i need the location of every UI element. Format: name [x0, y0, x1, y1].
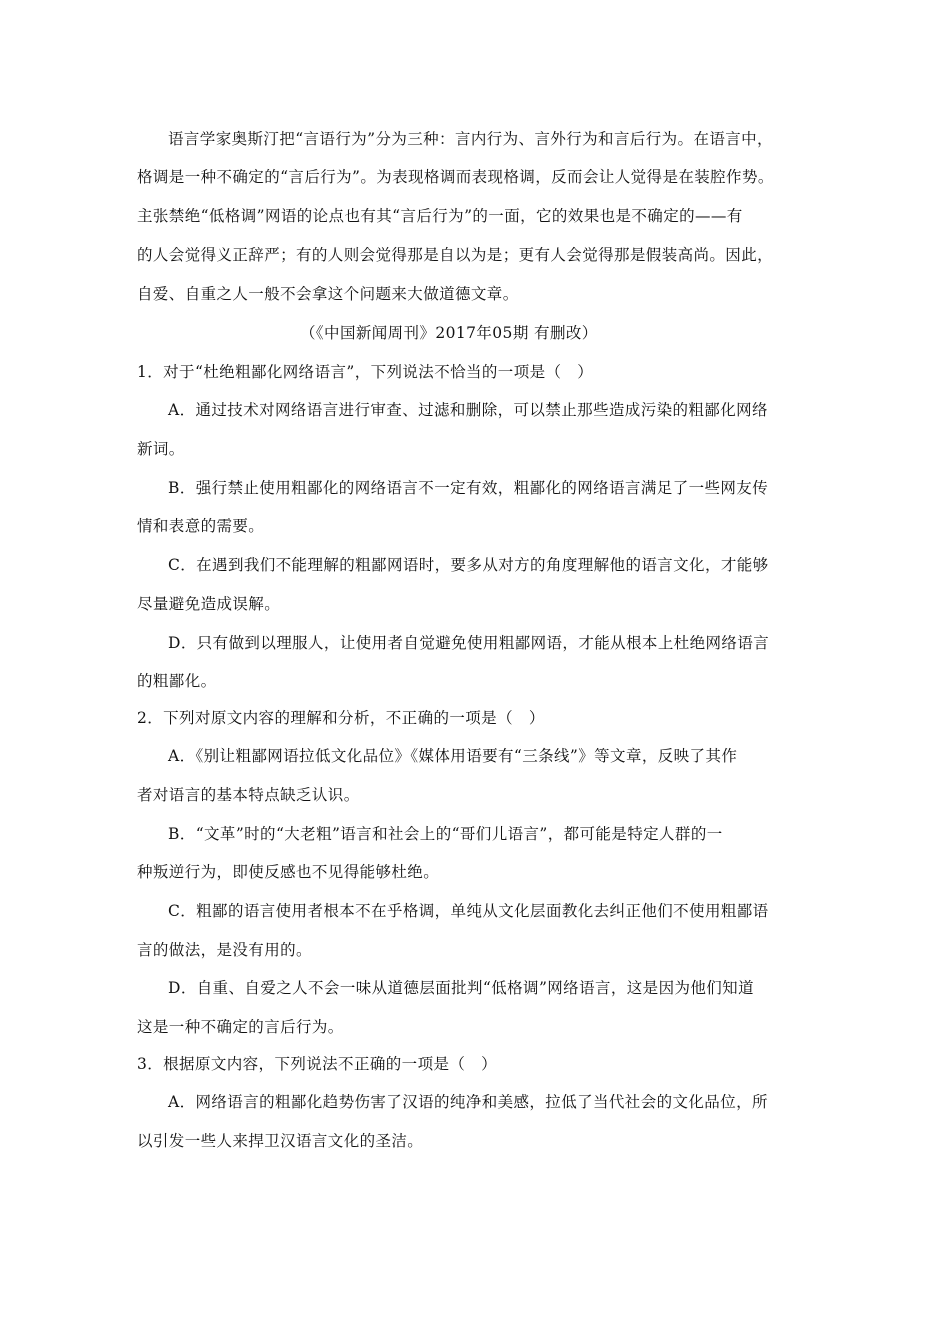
option-line: 的粗鄙化。 — [137, 672, 217, 690]
passage-line: 主张禁绝“低格调”网语的论点也有其“言后行为”的一面，它的效果也是不确定的——有 — [137, 207, 743, 225]
source-citation: （《中国新闻周刊》2017年05期 有删改） — [300, 324, 598, 342]
option-line: C．在遇到我们不能理解的粗鄙网语时，要多从对方的角度理解他的语言文化，才能够 — [168, 556, 769, 574]
option-line: 言的做法，是没有用的。 — [137, 941, 312, 959]
question-stem: 1．对于“杜绝粗鄙化网络语言”，下列说法不恰当的一项是（ ） — [137, 363, 594, 381]
option-line: A．通过技术对网络语言进行审查、过滤和删除，可以禁止那些造成污染的粗鄙化网络 — [168, 401, 768, 419]
option-line: C．粗鄙的语言使用者根本不在乎格调，单纯从文化层面教化去纠正他们不使用粗鄙语 — [168, 902, 769, 920]
option-line: B．“文革”时的“大老粗”语言和社会上的“哥们儿语言”，都可能是特定人群的一 — [168, 825, 723, 843]
question-stem: 3．根据原文内容，下列说法不正确的一项是（ ） — [137, 1055, 498, 1073]
option-line: A．网络语言的粗鄙化趋势伤害了汉语的纯净和美感，拉低了当代社会的文化品位，所 — [168, 1093, 768, 1111]
passage-line: 格调是一种不确定的“言后行为”。为表现格调而表现格调，反而会让人觉得是在装腔作势。 — [137, 168, 774, 186]
option-line: B．强行禁止使用粗鄙化的网络语言不一定有效，粗鄙化的网络语言满足了一些网友传 — [168, 479, 769, 497]
option-line: 尽量避免造成误解。 — [137, 595, 281, 613]
option-line: 者对语言的基本特点缺乏认识。 — [137, 786, 360, 804]
passage-line: 的人会觉得义正辞严；有的人则会觉得那是自以为是；更有人会觉得那是假装高尚。因此， — [137, 246, 774, 264]
option-line: 新词。 — [137, 440, 185, 458]
passage-line: 语言学家奥斯汀把“言语行为”分为三种：言内行为、言外行为和言后行为。在语言中， — [168, 130, 773, 148]
option-line: 种叛逆行为，即使反感也不见得能够杜绝。 — [137, 863, 440, 881]
option-line: 情和表意的需要。 — [137, 517, 265, 535]
passage-line: 自爱、自重之人一般不会拿这个问题来大做道德文章。 — [137, 285, 519, 303]
question-stem: 2．下列对原文内容的理解和分析，不正确的一项是（ ） — [137, 709, 545, 727]
option-line: A．《别让粗鄙网语拉低文化品位》《媒体用语要有“三条线”》等文章，反映了其作 — [168, 747, 738, 765]
option-line: D．自重、自爱之人不会一味从道德层面批判“低格调”网络语言，这是因为他们知道 — [168, 979, 754, 997]
option-line: 以引发一些人来捍卫汉语言文化的圣洁。 — [137, 1132, 424, 1150]
option-line: D．只有做到以理服人，让使用者自觉避免使用粗鄙网语，才能从根本上杜绝网络语言 — [168, 634, 770, 652]
option-line: 这是一种不确定的言后行为。 — [137, 1018, 344, 1036]
